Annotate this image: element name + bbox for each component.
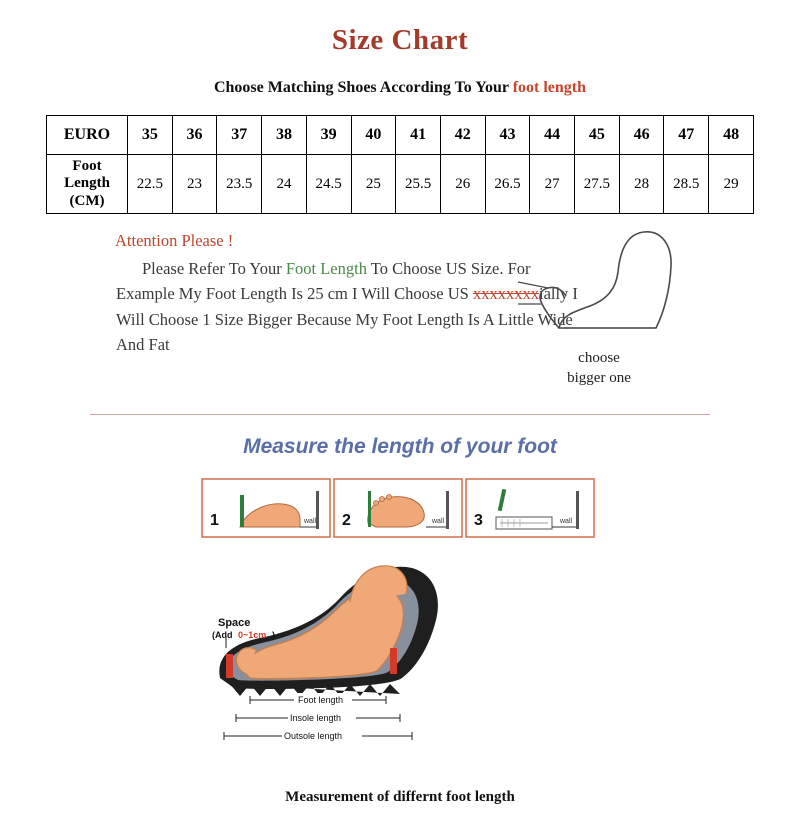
euro-size-cell: 40 <box>351 116 396 155</box>
page-title: Size Chart <box>331 24 469 56</box>
size-chart-page <box>0 24 800 824</box>
foot-length-cell: 27.5 <box>575 155 620 214</box>
subtitle-prefix: Choose Matching Shoes According To Your <box>213 79 513 96</box>
svg-text:1: 1 <box>210 512 219 529</box>
attention-heading: Attention Please ! <box>115 231 234 250</box>
euro-size-cell: 42 <box>440 116 485 155</box>
foot-length-cell: 23.5 <box>217 155 262 214</box>
foot-length-label-line2: Length <box>64 175 110 192</box>
svg-text:wall: wall <box>432 518 445 525</box>
attention-line1b: To Choose <box>366 258 442 278</box>
foot-measure-illustration <box>190 548 610 753</box>
foot-length-cell: 26 <box>440 155 485 214</box>
dim-outsole-length-label: Outsole length <box>284 731 343 741</box>
attention-line1-green: Foot Length <box>285 258 367 278</box>
svg-text:wall: wall <box>560 518 573 525</box>
choose-bigger-caption <box>524 348 674 389</box>
foot-length-cell: 28.5 <box>664 155 709 214</box>
bottom-caption: Measurement of differnt foot length <box>285 789 515 805</box>
foot-length-cell: 25.5 <box>396 155 441 214</box>
space-label: Space <box>218 617 251 629</box>
size-table <box>46 115 754 214</box>
attention-line1a: Please Refer To Your <box>142 258 286 278</box>
space-sub-label: (Add <box>212 630 233 640</box>
measure-section-title: Measure the length of your foot <box>243 435 557 458</box>
attention-line3-strike: xxxxxxxx <box>472 284 539 304</box>
attention-line4: Bigger Because My Foot Length Is A Little Wide <box>247 309 573 329</box>
euro-size-cell: 41 <box>396 116 441 155</box>
choose-caption-line1: choose <box>578 350 620 366</box>
foot-length-cell: 28 <box>619 155 664 214</box>
foot-length-cell: 26.5 <box>485 155 530 214</box>
attention-line2: US Size. For Example My Foot Length Is 25 cm I <box>116 258 531 304</box>
step-2 <box>334 479 462 537</box>
foot-length-cell: 29 <box>709 155 754 214</box>
foot-length-cell: 22.5 <box>128 155 173 214</box>
svg-text:2: 2 <box>342 512 351 529</box>
foot-length-cell: 27 <box>530 155 575 214</box>
svg-text:wall: wall <box>304 518 317 525</box>
step-1 <box>202 479 330 537</box>
foot-length-cell: 24 <box>262 155 307 214</box>
euro-size-cell: 46 <box>619 116 664 155</box>
space-value-label: 0~1cm <box>238 630 267 640</box>
euro-size-cell: 37 <box>217 116 262 155</box>
euro-size-cell: 44 <box>530 116 575 155</box>
svg-text:3: 3 <box>474 512 483 529</box>
euro-size-cell: 47 <box>664 116 709 155</box>
attention-line3a: Will Choose US <box>361 284 473 304</box>
foot-length-label-line1: Foot <box>72 158 102 175</box>
euro-size-cell: 35 <box>128 116 173 155</box>
euro-size-cell: 38 <box>262 116 307 155</box>
table-row-euro <box>47 116 754 155</box>
euro-size-cell: 43 <box>485 116 530 155</box>
space-sub-close-label: ) <box>272 630 275 640</box>
size-table-container <box>46 115 754 214</box>
foot-length-label-line3: (CM) <box>69 192 105 209</box>
euro-size-cell: 39 <box>306 116 351 155</box>
attention-line3b: ially I Will Choose 1 Size <box>116 284 578 329</box>
subtitle-highlight: foot length <box>512 79 587 96</box>
foot-length-cell: 23 <box>172 155 217 214</box>
euro-size-cell: 48 <box>709 116 754 155</box>
section-divider <box>90 414 710 415</box>
subtitle <box>0 79 800 97</box>
choose-caption-line2: bigger one <box>567 370 631 387</box>
attention-block <box>46 228 754 408</box>
row-header-foot-length <box>47 155 128 214</box>
step-3 <box>466 479 594 537</box>
foot-length-cell: 25 <box>351 155 396 214</box>
row-header-euro: EURO <box>47 116 128 155</box>
measure-steps <box>200 477 600 544</box>
foot-length-cell: 24.5 <box>306 155 351 214</box>
foot-side-sketch-icon <box>504 220 694 355</box>
euro-size-cell: 36 <box>172 116 217 155</box>
dim-foot-length-label: Foot length <box>298 695 344 705</box>
table-row-foot-length <box>47 155 754 214</box>
attention-line5: And Fat <box>116 335 170 355</box>
euro-size-cell: 45 <box>575 116 620 155</box>
dim-insole-length-label: Insole length <box>290 713 342 723</box>
